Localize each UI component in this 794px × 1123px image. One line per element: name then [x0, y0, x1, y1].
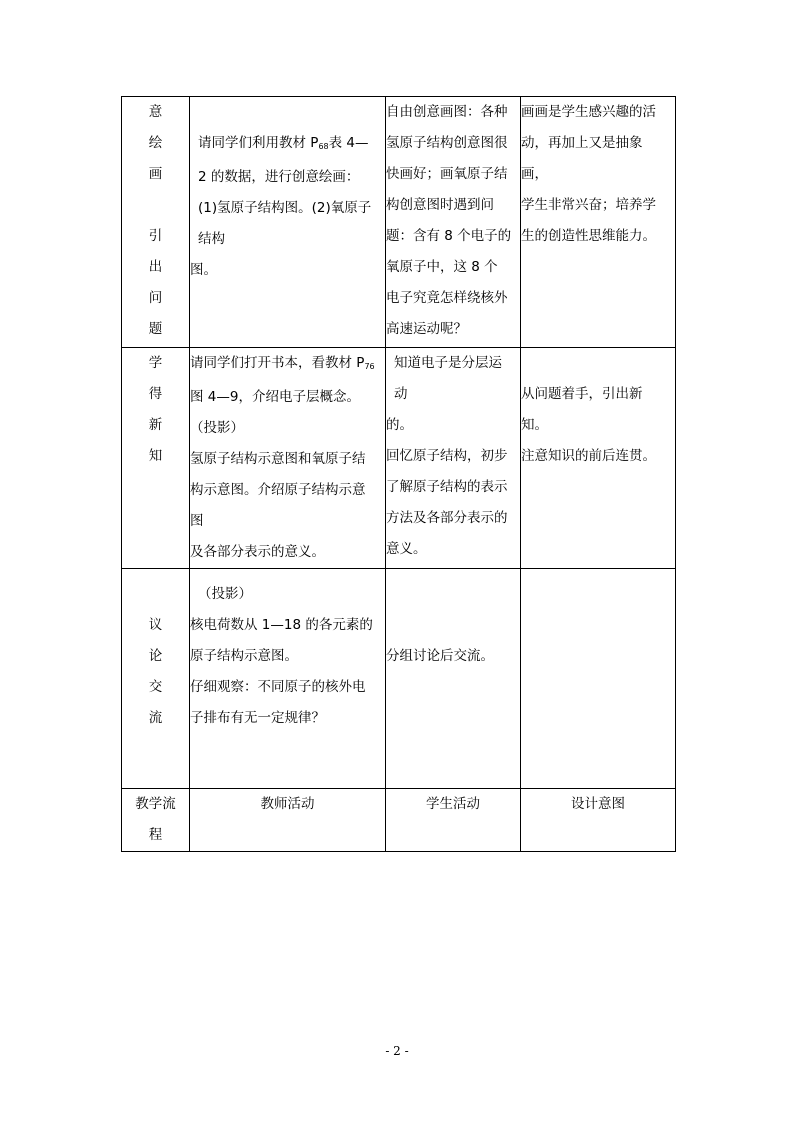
design-line: 画画是学生感兴趣的活 — [521, 104, 656, 120]
design-line: 生的创造性思维能力。 — [521, 228, 656, 244]
teacher-line: 及各部分表示的意义。 — [190, 544, 325, 560]
student-line: 氢原子结构创意图很 — [386, 135, 508, 151]
student-line: 了解原子结构的表示 — [386, 479, 508, 495]
teacher-line: (1)氢原子结构图。(2)氧原子 — [198, 200, 372, 216]
student-line: 电子究竟怎样绕核外 — [386, 290, 508, 306]
header-stage-label: 教学流 — [135, 796, 176, 812]
student-line: 动 — [394, 386, 408, 402]
teacher-line: （投影） — [198, 586, 252, 602]
header-student-label: 学生活动 — [426, 796, 480, 812]
stage-char: 学 — [148, 355, 163, 371]
student-activity-cell — [386, 348, 521, 569]
student-line: 题：含有 8 个电子的 — [386, 228, 512, 244]
header-stage-label: 程 — [148, 827, 163, 843]
design-line: 知。 — [521, 417, 548, 433]
teacher-line: 氢原子结构示意图和氧原子结 — [190, 451, 366, 467]
student-line: 氧原子中，这 8 个 — [386, 259, 498, 275]
teacher-activity-cell — [190, 348, 386, 569]
header-teacher-cell — [190, 789, 386, 852]
stage-char: 画 — [148, 166, 163, 182]
teacher-line: 原子结构示意图。 — [190, 648, 298, 664]
stage-char: 交 — [148, 679, 163, 695]
stage-char: 知 — [148, 448, 163, 464]
table-row-learning — [122, 348, 676, 569]
header-student-cell — [386, 789, 521, 852]
teacher-activity-cell — [190, 569, 386, 789]
student-line: 的。 — [386, 417, 413, 433]
header-teacher-label: 教师活动 — [260, 796, 315, 812]
stage-char: 得 — [148, 386, 163, 402]
design-intent-cell — [521, 97, 676, 348]
stage-char: 意 — [148, 104, 163, 120]
teacher-line: 请同学们打开书本，看教材 $P_{76}$ — [190, 355, 375, 371]
teacher-line: 图。 — [190, 262, 217, 278]
teacher-line: 仔细观察：不同原子的核外电 — [190, 679, 366, 695]
student-line: 方法及各部分表示的 — [386, 510, 508, 526]
teacher-line: 图 — [190, 513, 204, 529]
stage-char: 绘 — [148, 135, 163, 151]
table-row-discussion — [122, 569, 676, 789]
stage-char: 流 — [148, 710, 163, 726]
spacer — [122, 190, 189, 221]
student-line: 高速运动呢？ — [386, 321, 467, 337]
stage-char: 新 — [148, 417, 163, 433]
stage-cell-discussion — [122, 569, 190, 789]
teacher-line: 结构 — [198, 231, 225, 247]
student-line: 分组讨论后交流。 — [386, 648, 494, 664]
stage-char: 论 — [148, 648, 163, 664]
design-line: 动，再加上又是抽象 — [521, 135, 643, 151]
spacer — [190, 97, 385, 128]
stage-char: 出 — [148, 259, 163, 275]
design-intent-cell — [521, 348, 676, 569]
stage-char: 问 — [148, 290, 163, 306]
design-line: 画， — [521, 166, 548, 182]
stage-cell-learning — [122, 348, 190, 569]
stage-cell-drawing — [122, 97, 190, 348]
student-line: 快画好；画氧原子结 — [386, 166, 508, 182]
student-line: 自由创意画图：各种 — [386, 104, 508, 120]
teacher-line: 2 的数据，进行创意绘画： — [198, 169, 360, 185]
spacer — [521, 348, 675, 379]
design-line: 学生非常兴奋；培养学 — [521, 197, 656, 213]
student-line: 构创意图时遇到问 — [386, 197, 494, 213]
teacher-line: 核电荷数从 1—18 的各元素的 — [190, 617, 373, 633]
teacher-line: 构示意图。介绍原子结构示意 — [190, 482, 366, 498]
header-design-label: 设计意图 — [571, 796, 625, 812]
teacher-activity-cell — [190, 97, 386, 348]
header-stage-cell — [122, 789, 190, 852]
student-line: 知道电子是分层运 — [394, 355, 502, 371]
student-activity-cell — [386, 97, 521, 348]
spacer — [386, 579, 520, 610]
design-intent-cell — [521, 569, 676, 789]
teacher-line: 图 4—9，介绍电子层概念。 — [190, 389, 360, 405]
lesson-flow-table — [121, 96, 676, 852]
student-activity-cell — [386, 569, 521, 789]
teacher-line: （投影） — [190, 420, 244, 436]
spacer — [386, 610, 520, 641]
student-line: 意义。 — [386, 541, 427, 557]
page-number: - 2 - — [385, 1044, 409, 1058]
teacher-line: 请同学们利用教材 $P_{68}$表 4— — [198, 135, 369, 151]
teacher-line: 子排布有无一定规律？ — [190, 710, 325, 726]
design-line: 注意知识的前后连贯。 — [521, 448, 656, 464]
spacer — [122, 579, 189, 610]
design-line: 从问题着手，引出新 — [521, 386, 643, 402]
table-row-drawing — [122, 97, 676, 348]
table-header-row — [122, 789, 676, 852]
student-line: 回忆原子结构，初步 — [386, 448, 508, 464]
header-design-cell — [521, 789, 676, 852]
stage-char: 题 — [148, 321, 163, 337]
stage-char: 议 — [148, 617, 163, 633]
stage-char: 引 — [148, 228, 163, 244]
